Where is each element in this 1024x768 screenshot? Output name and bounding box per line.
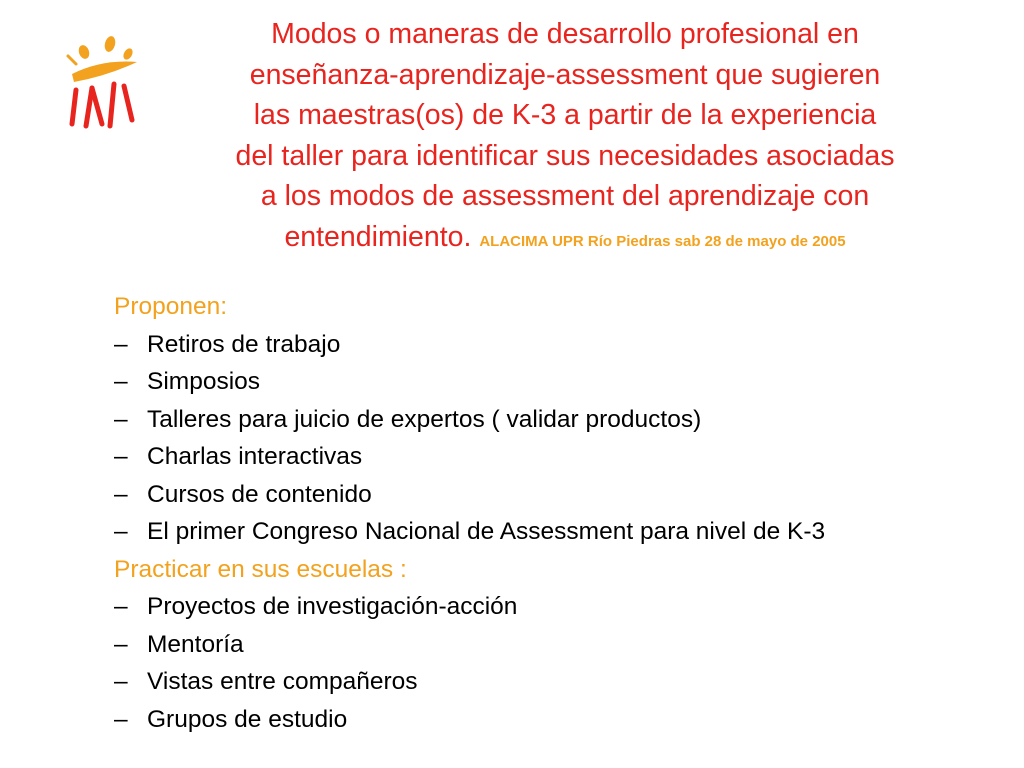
list-item <box>114 476 994 514</box>
list-item <box>114 363 994 401</box>
slide-body <box>114 288 994 738</box>
list-item-label: Cursos de contenido <box>147 480 372 508</box>
title-last-line <box>150 217 980 263</box>
list-item-label: Vistas entre compañeros <box>147 668 418 695</box>
list-item-label: Grupos de estudio <box>147 705 348 733</box>
bullet-dash: – <box>114 518 128 545</box>
bullet-dash: – <box>114 330 128 358</box>
list-item-label: Mentoría <box>147 630 244 658</box>
list-item <box>114 438 994 476</box>
list-item-label: Charlas interactivas <box>147 443 363 470</box>
list-item-label: Retiros de trabajo <box>147 330 341 358</box>
title-line: a los modos de assessment del aprendizaje con <box>260 180 870 212</box>
list-item-label: El primer Congreso Nacional de Assessment para nivel de K-3 <box>147 518 826 545</box>
list-item <box>114 401 994 439</box>
list-item-label: Proyectos de investigación-acción <box>147 593 518 620</box>
title-line: enseñanza-aprendizaje-assessment que sugieren <box>249 58 881 91</box>
slide-title <box>150 14 980 262</box>
alacima-logo-icon <box>62 34 142 130</box>
list-item <box>114 701 994 739</box>
bullet-dash: – <box>114 405 128 433</box>
list-item <box>114 513 994 551</box>
title-line: las maestras(os) de K-3 a partir de la experiencia <box>253 99 877 131</box>
list-item-label: Simposios <box>147 368 261 395</box>
bullet-dash: – <box>114 443 128 470</box>
credit-text: ALACIMA UPR Río Piedras sab 28 de mayo de 2005 <box>479 232 846 250</box>
bullet-dash: – <box>114 593 128 620</box>
bullet-dash: – <box>114 480 128 508</box>
title-line: del taller para identificar sus necesidades asociadas <box>235 139 895 172</box>
bullet-dash: – <box>114 668 128 695</box>
list-item <box>114 663 994 701</box>
section-heading-practicar: Practicar en sus escuelas : <box>114 555 407 583</box>
bullet-dash: – <box>114 368 128 395</box>
bullet-dash: – <box>114 705 128 733</box>
list-item <box>114 326 994 364</box>
title-line: entendimiento. <box>284 220 472 253</box>
bullet-dash: – <box>114 630 128 658</box>
list-item-label: Talleres para juicio de expertos ( validar productos) <box>147 405 702 433</box>
title-line: Modos o maneras de desarrollo profesional en <box>271 18 859 50</box>
list-item <box>114 626 994 664</box>
section-heading-proponen: Proponen: <box>114 293 228 320</box>
list-item <box>114 588 994 626</box>
